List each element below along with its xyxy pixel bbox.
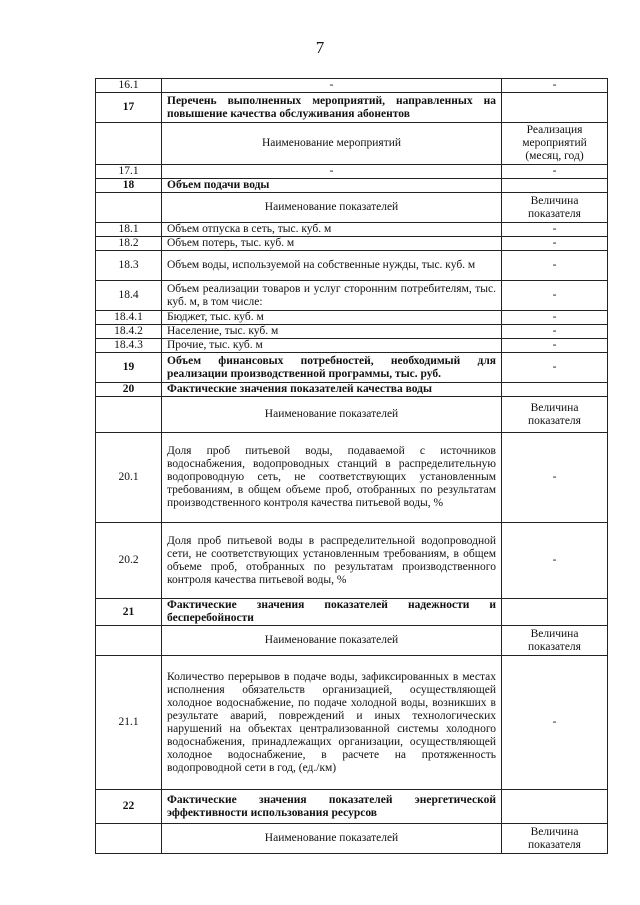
row-value: - <box>502 523 608 599</box>
section-title: Объем финансовых потребностей, необходимый для реализации производственной программы, тыс. руб. <box>162 353 502 383</box>
column-header-row <box>96 123 608 165</box>
column-header-row <box>96 397 608 433</box>
row-value <box>502 179 608 193</box>
row-value <box>502 93 608 123</box>
column-header-name: Наименование показателей <box>162 397 502 433</box>
row-value <box>502 383 608 397</box>
column-header-name: Наименование показателей <box>162 626 502 656</box>
table-row <box>96 311 608 325</box>
row-number: 18.4 <box>96 281 162 311</box>
column-header-value: Величина показателя <box>502 824 608 854</box>
row-value: - <box>502 353 608 383</box>
table-row <box>96 79 608 93</box>
section-row <box>96 93 608 123</box>
row-value: - <box>502 433 608 523</box>
row-description: Объем реализации товаров и услуг сторонним потребителям, тыс. куб. м, в том числе: <box>162 281 502 311</box>
row-description: - <box>162 165 502 179</box>
row-number <box>96 824 162 854</box>
row-number: 20.2 <box>96 523 162 599</box>
row-value: - <box>502 339 608 353</box>
column-header-name: Наименование показателей <box>162 193 502 223</box>
row-description: - <box>162 79 502 93</box>
row-number: 18 <box>96 179 162 193</box>
column-header-value: Величина показателя <box>502 397 608 433</box>
section-row <box>96 790 608 824</box>
production-program-table <box>95 78 608 854</box>
row-number: 18.4.1 <box>96 311 162 325</box>
table-row <box>96 223 608 237</box>
column-header-value: Реализация мероприятий (месяц, год) <box>502 123 608 165</box>
row-description: Объем потерь, тыс. куб. м <box>162 237 502 251</box>
row-number: 19 <box>96 353 162 383</box>
row-number: 22 <box>96 790 162 824</box>
column-header-row <box>96 626 608 656</box>
row-description: Доля проб питьевой воды в распределительной водопроводной сети, не соответствующих установленным требованиям, в общем объеме проб, отобранных по результатам производственного контроля качества питьевой воды, % <box>162 523 502 599</box>
column-header-name: Наименование показателей <box>162 824 502 854</box>
row-value: - <box>502 237 608 251</box>
section-title: Фактические значения показателей надежности и бесперебойности <box>162 599 502 626</box>
row-description: Объем воды, используемой на собственные нужды, тыс. куб. м <box>162 251 502 281</box>
column-header-row <box>96 193 608 223</box>
row-number: 17 <box>96 93 162 123</box>
row-number: 21.1 <box>96 656 162 790</box>
column-header-row <box>96 824 608 854</box>
table-row <box>96 251 608 281</box>
section-title: Фактические значения показателей качества воды <box>162 383 502 397</box>
row-description: Прочие, тыс. куб. м <box>162 339 502 353</box>
row-number <box>96 626 162 656</box>
row-number: 20 <box>96 383 162 397</box>
row-description: Доля проб питьевой воды, подаваемой с источников водоснабжения, водопроводных станций в распределительную водопроводную сеть, не соответствующих установленным требованиям, в общем объеме проб, отобранных по результатам производственного контроля качества питьевой воды, % <box>162 433 502 523</box>
table-row <box>96 165 608 179</box>
section-row <box>96 599 608 626</box>
row-value: - <box>502 165 608 179</box>
row-number: 18.2 <box>96 237 162 251</box>
row-number <box>96 123 162 165</box>
row-description: Количество перерывов в подаче воды, зафиксированных в местах исполнения обязательств организацией, осуществляющей холодное водоснабжение, по подаче холодной воды, возникших в результате аварий, повреждений и иных технологических нарушений на объектах централизованной системы холодного водоснабжения, принадлежащих организации, осуществляющей холодное водоснабжение, в расчете на протяженность водопроводной сети в год, (ед./км) <box>162 656 502 790</box>
row-number <box>96 397 162 433</box>
row-number: 21 <box>96 599 162 626</box>
row-value <box>502 790 608 824</box>
row-value <box>502 599 608 626</box>
row-number: 20.1 <box>96 433 162 523</box>
table-row <box>96 339 608 353</box>
section-row <box>96 179 608 193</box>
column-header-value: Величина показателя <box>502 193 608 223</box>
row-number <box>96 193 162 223</box>
table-row <box>96 523 608 599</box>
row-value: - <box>502 311 608 325</box>
table-row <box>96 325 608 339</box>
row-number: 18.4.3 <box>96 339 162 353</box>
column-header-value: Величина показателя <box>502 626 608 656</box>
section-row <box>96 383 608 397</box>
table-row <box>96 237 608 251</box>
section-title: Фактические значения показателей энергетической эффективности использования ресурсов <box>162 790 502 824</box>
column-header-name: Наименование мероприятий <box>162 123 502 165</box>
section-title: Объем подачи воды <box>162 179 502 193</box>
section-row <box>96 353 608 383</box>
row-number: 18.1 <box>96 223 162 237</box>
row-number: 17.1 <box>96 165 162 179</box>
page-number: 7 <box>315 38 325 57</box>
row-value: - <box>502 656 608 790</box>
row-number: 18.3 <box>96 251 162 281</box>
row-value: - <box>502 281 608 311</box>
row-number: 16.1 <box>96 79 162 93</box>
row-value: - <box>502 251 608 281</box>
row-value: - <box>502 325 608 339</box>
row-description: Объем отпуска в сеть, тыс. куб. м <box>162 223 502 237</box>
row-value: - <box>502 223 608 237</box>
section-title: Перечень выполненных мероприятий, направленных на повышение качества обслуживания абонентов <box>162 93 502 123</box>
table-row <box>96 281 608 311</box>
table-row <box>96 433 608 523</box>
row-number: 18.4.2 <box>96 325 162 339</box>
row-description: Население, тыс. куб. м <box>162 325 502 339</box>
row-description: Бюджет, тыс. куб. м <box>162 311 502 325</box>
row-value: - <box>502 79 608 93</box>
table-row <box>96 656 608 790</box>
